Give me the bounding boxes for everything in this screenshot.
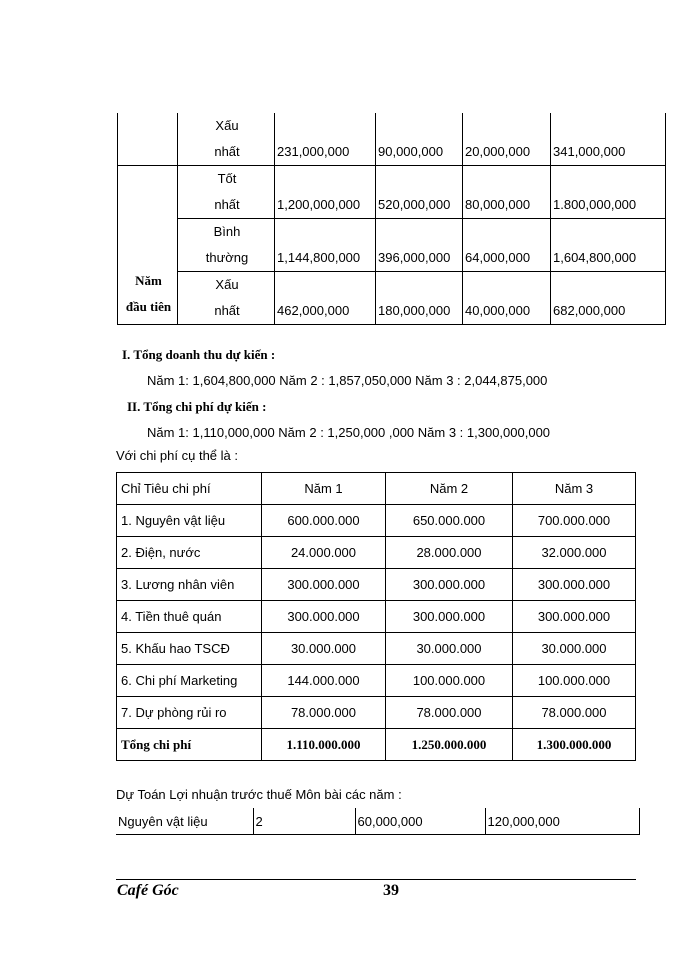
table-row (117, 665, 636, 697)
value-cell: 90,000,000 (376, 113, 463, 166)
table-row (117, 601, 636, 633)
cost-item: 3. Lương nhân viên (117, 569, 262, 601)
revenue-line: Năm 1: 1,604,800,000 Năm 2 : 1,857,050,000 Năm 3 : 2,044,875,000 (147, 373, 548, 388)
cost-intro: Với chi phí cụ thể là : (116, 448, 238, 463)
scenario-label-line2: thường (205, 250, 249, 265)
value-cell: 40,000,000 (463, 272, 551, 325)
cost-value: 700.000.000 (513, 505, 636, 537)
value-cell: 462,000,000 (275, 272, 376, 325)
profit-cell: 2 (253, 808, 355, 835)
cost-item: 1. Nguyên vật liệu (117, 505, 262, 537)
cost-value: 300.000.000 (386, 569, 513, 601)
scenario-label-line2: nhất (214, 303, 240, 318)
value-cell: 341,000,000 (551, 113, 666, 166)
footer-brand: Café Góc (117, 882, 179, 899)
table-row (117, 505, 636, 537)
table-row (117, 569, 636, 601)
page-number: 39 (383, 882, 399, 899)
cost-value: 24.000.000 (262, 537, 386, 569)
cost-value: 30.000.000 (262, 633, 386, 665)
cost-table (116, 472, 636, 761)
cost-value: 78.000.000 (386, 697, 513, 729)
table-row (118, 219, 666, 272)
cost-value: 300.000.000 (513, 601, 636, 633)
cost-value: 30.000.000 (513, 633, 636, 665)
profit-table (116, 808, 640, 835)
table-row (118, 272, 666, 325)
scenario-label (178, 219, 275, 272)
cost-item: 4. Tiền thuê quán (117, 601, 262, 633)
table-header-row (117, 473, 636, 505)
expense-line: Năm 1: 1,110,000,000 Năm 2 : 1,250,000 ,000 Năm 3 : 1,300,000,000 (147, 425, 551, 440)
table-row (116, 808, 639, 835)
value-cell: 64,000,000 (463, 219, 551, 272)
group-label-line1: Năm (135, 273, 162, 288)
profit-cell: 120,000,000 (485, 808, 639, 835)
scenario-label-line2: nhất (214, 197, 240, 212)
cost-value: 300.000.000 (386, 601, 513, 633)
cost-value: 300.000.000 (513, 569, 636, 601)
table-row (118, 113, 666, 166)
group-label (118, 166, 178, 325)
scenario-label (178, 272, 275, 325)
cost-value: 144.000.000 (262, 665, 386, 697)
value-cell: 80,000,000 (463, 166, 551, 219)
cost-item: 5. Khấu hao TSCĐ (117, 633, 262, 665)
cost-value: 28.000.000 (386, 537, 513, 569)
cost-item: 6. Chi phí Marketing (117, 665, 262, 697)
cost-value: 32.000.000 (513, 537, 636, 569)
scenario-label-line1: Bình (213, 224, 241, 239)
header-cell: Chỉ Tiêu chi phí (117, 473, 262, 505)
cost-value: 600.000.000 (262, 505, 386, 537)
scenario-label (178, 166, 275, 219)
total-value: 1.250.000.000 (386, 729, 513, 761)
scenario-table (117, 113, 666, 325)
scenario-label-line1: Xấu (215, 277, 239, 292)
scenario-label (178, 113, 275, 166)
value-cell: 1,604,800,000 (551, 219, 666, 272)
value-cell: 20,000,000 (463, 113, 551, 166)
table-row (117, 697, 636, 729)
value-cell: 520,000,000 (376, 166, 463, 219)
group-label-line2: đầu tiên (125, 299, 172, 314)
table-row (118, 166, 666, 219)
value-cell: 180,000,000 (376, 272, 463, 325)
cost-value: 100.000.000 (386, 665, 513, 697)
table-row (117, 537, 636, 569)
total-row (117, 729, 636, 761)
revenue-heading: I. Tổng doanh thu dự kiến : (122, 347, 276, 362)
header-cell: Năm 1 (262, 473, 386, 505)
cost-value: 30.000.000 (386, 633, 513, 665)
cost-value: 100.000.000 (513, 665, 636, 697)
scenario-label-line1: Xấu (215, 118, 239, 133)
profit-cell: 60,000,000 (355, 808, 485, 835)
total-value: 1.300.000.000 (513, 729, 636, 761)
value-cell: 231,000,000 (275, 113, 376, 166)
value-cell: 1,200,000,000 (275, 166, 376, 219)
scenario-label-line1: Tốt (217, 171, 237, 186)
cost-item: 2. Điện, nước (117, 537, 262, 569)
header-cell: Năm 2 (386, 473, 513, 505)
total-label: Tổng chi phí (117, 729, 262, 761)
table-row (117, 633, 636, 665)
value-cell: 1,144,800,000 (275, 219, 376, 272)
header-cell: Năm 3 (513, 473, 636, 505)
cost-value: 650.000.000 (386, 505, 513, 537)
value-cell: 1.800,000,000 (551, 166, 666, 219)
cost-value: 78.000.000 (262, 697, 386, 729)
scenario-label-line2: nhất (214, 144, 240, 159)
value-cell: 396,000,000 (376, 219, 463, 272)
cost-value: 300.000.000 (262, 569, 386, 601)
footer-divider (116, 879, 636, 880)
cost-value: 300.000.000 (262, 601, 386, 633)
expense-heading: II. Tổng chi phí dự kiến : (127, 399, 267, 414)
total-value: 1.110.000.000 (262, 729, 386, 761)
value-cell: 682,000,000 (551, 272, 666, 325)
cost-item: 7. Dự phòng rủi ro (117, 697, 262, 729)
profit-cell: Nguyên vật liệu (116, 808, 253, 835)
cost-value: 78.000.000 (513, 697, 636, 729)
empty-cell (118, 113, 178, 166)
profit-intro: Dự Toán Lợi nhuận trước thuế Môn bài các năm : (116, 787, 402, 802)
